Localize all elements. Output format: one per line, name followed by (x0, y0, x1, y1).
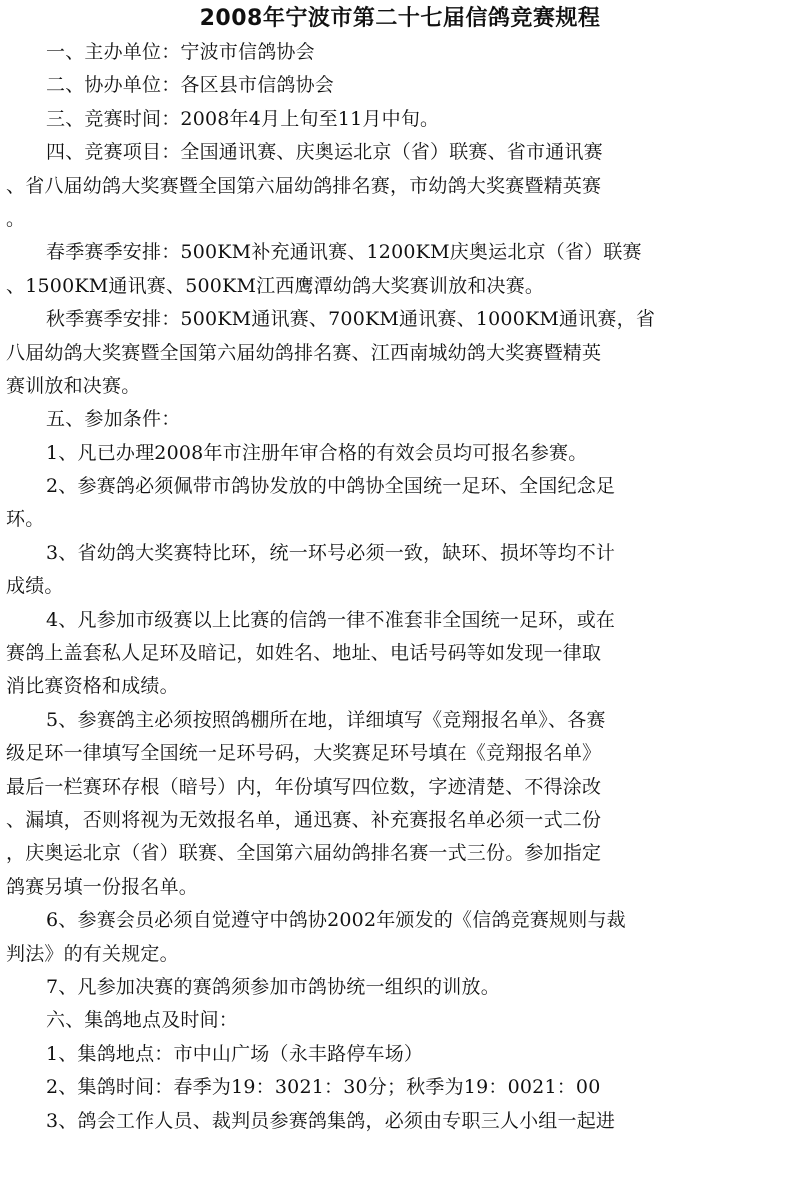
text-line: ，庆奥运北京（省）联赛、全国第六届幼鸽排名赛一式三份。参加指定 (6, 842, 602, 865)
text-line: 6、参赛会员必须自觉遵守中鸽协2002年颁发的《信鸽竞赛规则与裁 (46, 909, 626, 932)
text-line: 四、竞赛项目：全国通讯赛、庆奥运北京（省）联赛、省市通讯赛 (46, 141, 603, 164)
text-line: 2、集鸽时间：春季为19：3021：30分；秋季为19：0021：00 (46, 1076, 601, 1099)
text-line: 级足环一律填写全国统一足环号码，大奖赛足环号填在《竞翔报名单》 (6, 742, 602, 765)
text-line: 1、集鸽地点：市中山广场（永丰路停车场） (46, 1042, 424, 1065)
text-line: 鸽赛另填一份报名单。 (6, 875, 199, 898)
text-line: 最后一栏赛环存根（暗号）内，年份填写四位数，字迹清楚、不得涂改 (6, 775, 602, 798)
text-line: 、省八届幼鸽大奖赛暨全国第六届幼鸽排名赛，市幼鸽大奖赛暨精英赛 (6, 174, 602, 197)
text-line: 7、凡参加决赛的赛鸽须参加市鸽协统一组织的训放。 (46, 975, 500, 998)
text-line: 三、竞赛时间：2008年4月上旬至11月中旬。 (46, 107, 440, 130)
text-line: 成绩。 (6, 575, 64, 598)
text-line: 秋季赛季安排：500KM通讯赛、700KM通讯赛、1000KM通讯赛，省 (46, 308, 656, 331)
text-line: 一、主办单位：宁波市信鸽协会 (46, 41, 315, 63)
document-title: 2008年宁波市第二十七届信鸽竞赛规程 (199, 6, 601, 31)
text-line: 3、省幼鸽大奖赛特比环，统一环号必须一致，缺环、损坏等均不计 (46, 541, 616, 564)
text-line: 4、凡参加市级赛以上比赛的信鸽一律不准套非全国统一足环，或在 (46, 608, 616, 631)
text-line: 二、协办单位：各区县市信鸽协会 (46, 74, 335, 97)
document-body (6, 36, 794, 1138)
text-line: 赛鸽上盖套私人足环及暗记，如姓名、地址、电话号码等如发现一律取 (6, 642, 602, 665)
text-line: 六、集鸽地点及时间： (46, 1009, 239, 1032)
text-line: 消比赛资格和成绩。 (6, 675, 179, 698)
text-line: 2、参赛鸽必须佩带市鸽协发放的中鸽协全国统一足环、全国纪念足 (46, 475, 616, 498)
text-line: 判法》的有关规定。 (6, 942, 179, 965)
text-line: 春季赛季安排：500KM补充通讯赛、1200KM庆奥运北京（省）联赛 (46, 241, 642, 264)
text-line: 5、参赛鸽主必须按照鸽棚所在地，详细填写《竞翔报名单》、各赛 (46, 708, 606, 731)
text-line: 八届幼鸽大奖赛暨全国第六届幼鸽排名赛、江西南城幼鸽大奖赛暨精英 (6, 341, 602, 364)
text-line: 1、凡已办理2008年市注册年审合格的有效会员均可报名参赛。 (46, 441, 588, 464)
text-line: 、漏填，否则将视为无效报名单，通迅赛、补充赛报名单必须一式二份 (6, 808, 602, 831)
text-line: 赛训放和决赛。 (6, 374, 141, 397)
text-line: 环。 (6, 508, 45, 531)
text-line: 五、参加条件： (46, 408, 181, 431)
text-line: 、1500KM通讯赛、500KM江西鹰潭幼鸽大奖赛训放和决赛。 (6, 274, 545, 297)
text-line: 3、鸽会工作人员、裁判员参赛鸽集鸽，必须由专职三人小组一起进 (46, 1109, 616, 1132)
text-line: 。 (6, 207, 26, 230)
